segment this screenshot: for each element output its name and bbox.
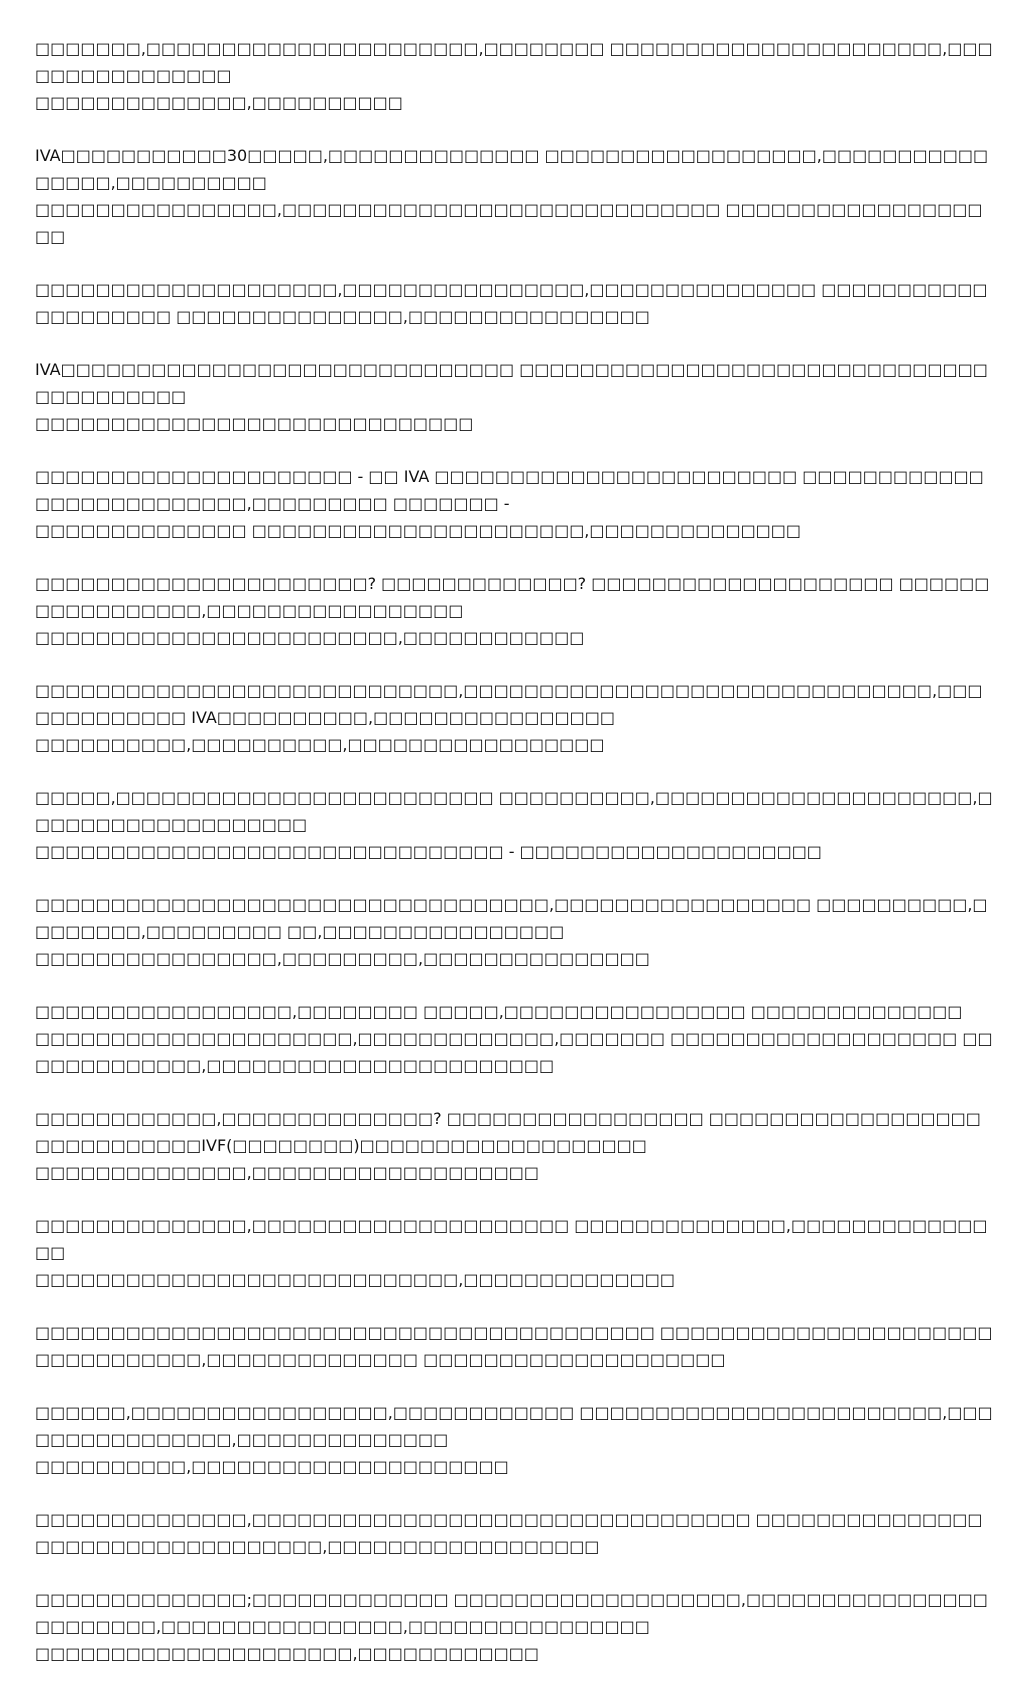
paragraph-6: □□□□□□□□□□□□□□□□□□□□□□? □□□□□□□□□□□□□? □□□□□□□□□□□□□□□□□□□□ □□□□□□□□□□□□□□□□□,□□□□□□□□□□□□□□□□□ □□□□□□□□□□□□□□□□□□□□□□□□,□□□□□□□□□□□□: [35, 574, 990, 647]
paragraph-14: □□□□□□,□□□□□□□□□□□□□□□□□,□□□□□□□□□□□□ □□□□□□□□□□□□□□□□□□□□□□□□,□□□□□□□□□□□□□□□□,□□□□□□□□□□□□□□ □□□□□□□□□□,□□□□□□□□□□□□□□□□□□□□□: [35, 1403, 993, 1476]
paragraph-2: IVA□□□□□□□□□□□30□□□□□,□□□□□□□□□□□□□□ □□□□□□□□□□□□□□□□□□,□□□□□□□□□□□□□□□□,□□□□□□□□□□ □□□□□□□□□□□□□□□□,□□□□□□□□□□□□□□□□□□□□□□□□□□□□□ □□□□□□□□□□□□□□□□□□□: [35, 146, 989, 246]
paragraph-12: □□□□□□□□□□□□□□,□□□□□□□□□□□□□□□□□□□□□ □□□□□□□□□□□□□□,□□□□□□□□□□□□□□□ □□□□□□□□□□□□□□□□□□□□□□□□□□□□,□□□□□□□□□□□□□□: [35, 1216, 988, 1289]
paragraph-3: □□□□□□□□□□□□□□□□□□□□,□□□□□□□□□□□□□□□□,□□□□□□□□□□□□□□□ □□□□□□□□□□□□□□□□□□□□ □□□□□□□□□□□□□□□,□□□□□□□□□□□□□□□□: [35, 280, 988, 326]
paragraph-1: □□□□□□□,□□□□□□□□□□□□□□□□□□□□□□,□□□□□□□□ □□□□□□□□□□□□□□□□□□□□□□,□□□□□□□□□□□□□□□□ □□□□□□□□□□□□□□,□□□□□□□□□□: [35, 39, 993, 112]
paragraph-9: □□□□□□□□□□□□□□□□□□□□□□□□□□□□□□□□□□,□□□□□□□□□□□□□□□□□ □□□□□□□□□□,□□□□□□□□,□□□□□□□□□ □□,□□□□□□□□□□□□□□□□ □□□□□□□□□□□□□□□□,□□□□□□□□□,□□□□□□□□□□□□□□□: [35, 895, 988, 968]
paragraph-15: □□□□□□□□□□□□□□,□□□□□□□□□□□□□□□□□□□□□□□□□□□□□□□□□ □□□□□□□□□□□□□□□□□□□□□□□□□□□□□□□□□□,□□□□□□□□□□□□□□□□□□: [35, 1510, 983, 1556]
document-body: [35, 35, 995, 1693]
paragraph-10: □□□□□□□□□□□□□□□□□,□□□□□□□□ □□□□□,□□□□□□□□□□□□□□□□ □□□□□□□□□□□□□□ □□□□□□□□□□□□□□□□□□□□□,□□□□□□□□□□□□□,□□□□□□□ □□□□□□□□□□□□□□□□□□□ □□□□□□□□□□□□□,□□□□□□□□□□□□□□□□□□□□□□□: [35, 1002, 993, 1075]
paragraph-4: IVA□□□□□□□□□□□□□□□□□□□□□□□□□□□□□□ □□□□□□□□□□□□□□□□□□□□□□□□□□□□□□□□□□□□□□□□□ □□□□□□□□□□□□□□□□□□□□□□□□□□□□□: [35, 360, 988, 433]
paragraph-7: □□□□□□□□□□□□□□□□□□□□□□□□□□□□,□□□□□□□□□□□□□□□□□□□□□□□□□□□□□□□,□□□□□□□□□□□□□ IVA□□□□□□□□□□,□□□□□□□□□□□□□□□□ □□□□□□□□□□,□□□□□□□□□□,□□□□□□□□□□□□□□□□□: [35, 681, 983, 754]
paragraph-16: □□□□□□□□□□□□□□;□□□□□□□□□□□□□ □□□□□□□□□□□□□□□□□□□,□□□□□□□□□□□□□□□□□□□□□□□□,□□□□□□□□□□□□□□□□,□□□□□□□□□□□□□□□□ □□□□□□□□□□□□□□□□□□□□□,□□□□□□□□□□□□: [35, 1590, 988, 1663]
paragraph-11: □□□□□□□□□□□□,□□□□□□□□□□□□□□? □□□□□□□□□□□□□□□□□ □□□□□□□□□□□□□□□□□□□□□□□□□□□□□IVF(□□□□□□□□)□□□□□□□□□□□□□□□□□□□ □□□□□□□□□□□□□□,□□□□□□□□□□□□□□□□□□□: [35, 1109, 981, 1182]
paragraph-5: □□□□□□□□□□□□□□□□□□□□□ - □□ IVA □□□□□□□□□□□□□□□□□□□□□□□□ □□□□□□□□□□□□□□□□□□□□□□□□□□,□□□□□□□□□ □□□□□□□ - □□□□□□□□□□□□□□ □□□□□□□□□□□□□□□□□□□□□□,□□□□□□□□□□□□□□: [35, 467, 984, 540]
paragraph-13: □□□□□□□□□□□□□□□□□□□□□□□□□□□□□□□□□□□□□□□□□ □□□□□□□□□□□□□□□□□□□□□□□□□□□□□□□□□,□□□□□□□□□□□□□□ □□□□□□□□□□□□□□□□□□□□: [35, 1323, 993, 1369]
paragraph-8: □□□□□,□□□□□□□□□□□□□□□□□□□□□□□□□ □□□□□□□□□□,□□□□□□□□□□□□□□□□□□□□□,□□□□□□□□□□□□□□□□□□□ □□□□□□□□□□□□□□□□□□□□□□□□□□□□□□□ - □□□□□□□□□□□□□□□□□□□□: [35, 788, 993, 861]
